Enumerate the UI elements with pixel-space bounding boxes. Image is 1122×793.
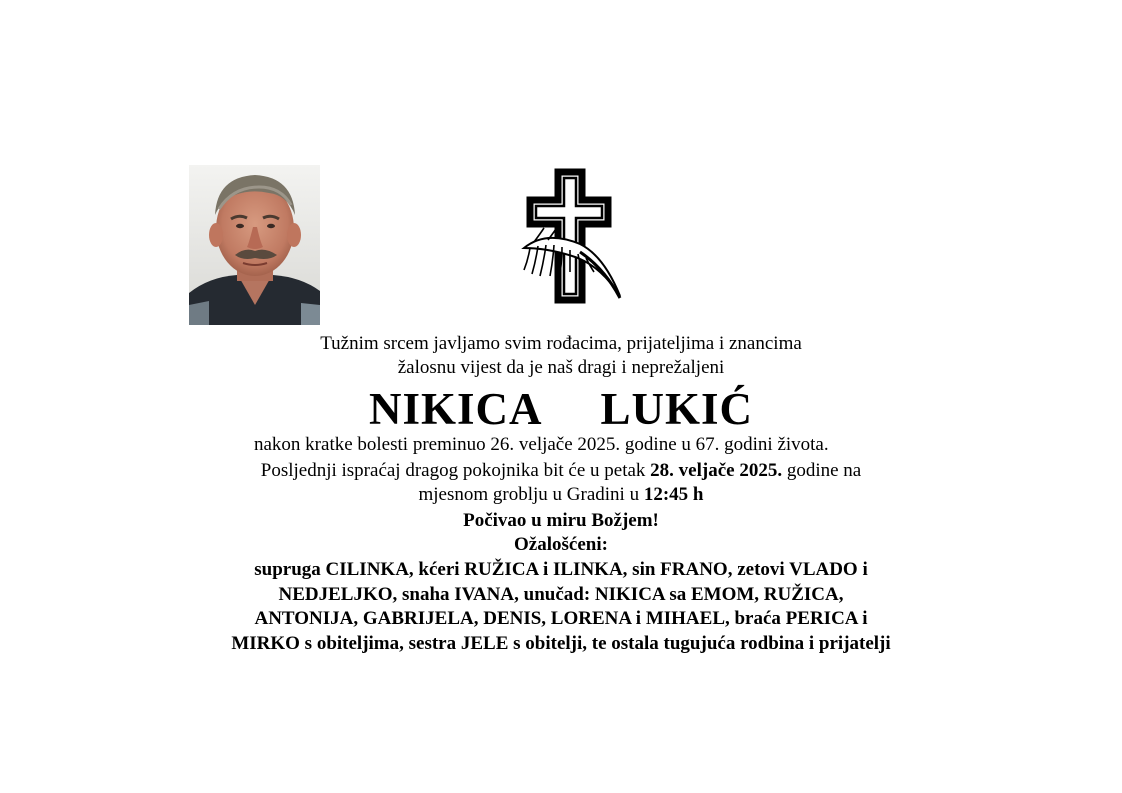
funeral-line-1-suffix: godine na	[786, 460, 862, 481]
funeral-line-1-prefix: Posljednji ispraćaj dragog pokojnika bit će u petak	[260, 460, 646, 481]
mourners-line: NEDJELJKO, snaha IVANA, unučad: NIKICA sa EMOM, RUŽICA,	[278, 583, 844, 605]
funeral-date: 28. veljače 2025.	[650, 460, 783, 481]
deceased-name	[0, 383, 1122, 435]
death-line: nakon kratke bolesti preminuo 26. veljače 2025. godine u 67. godini života.	[254, 434, 829, 455]
mourners-line: MIRKO s obiteljima, sestra JELE s obitelji, te ostala tugujuća rodbina i prijatelji	[231, 632, 891, 654]
intro-line-1: Tužnim srcem javljamo svim rođacima, prijateljima i znancima	[320, 333, 802, 354]
intro-line-2: žalosnu vijest da je naš dragi i neprežaljeni	[397, 357, 725, 378]
funeral-line-1	[0, 460, 1122, 482]
funeral-line-2	[0, 484, 1122, 506]
first-name: NIKICA	[368, 384, 543, 434]
mourners-list	[0, 558, 1122, 656]
cross-with-palm-icon	[520, 152, 625, 304]
mourners-heading: Ožalošćeni:	[514, 534, 608, 555]
last-name: LUKIĆ	[600, 384, 754, 434]
rest-line: Počivao u miru Božjem!	[463, 510, 659, 531]
funeral-line-2-prefix: mjesnom groblju u Gradini u	[418, 484, 640, 505]
portrait-image	[189, 165, 320, 325]
funeral-time: 12:45 h	[643, 484, 704, 505]
mourners-line: ANTONIJA, GABRIJELA, DENIS, LORENA i MIHAEL, braća PERICA i	[254, 608, 868, 629]
portrait-photo	[189, 165, 320, 325]
mourners-line: supruga CILINKA, kćeri RUŽICA i ILINKA, sin FRANO, zetovi VLADO i	[254, 559, 868, 580]
